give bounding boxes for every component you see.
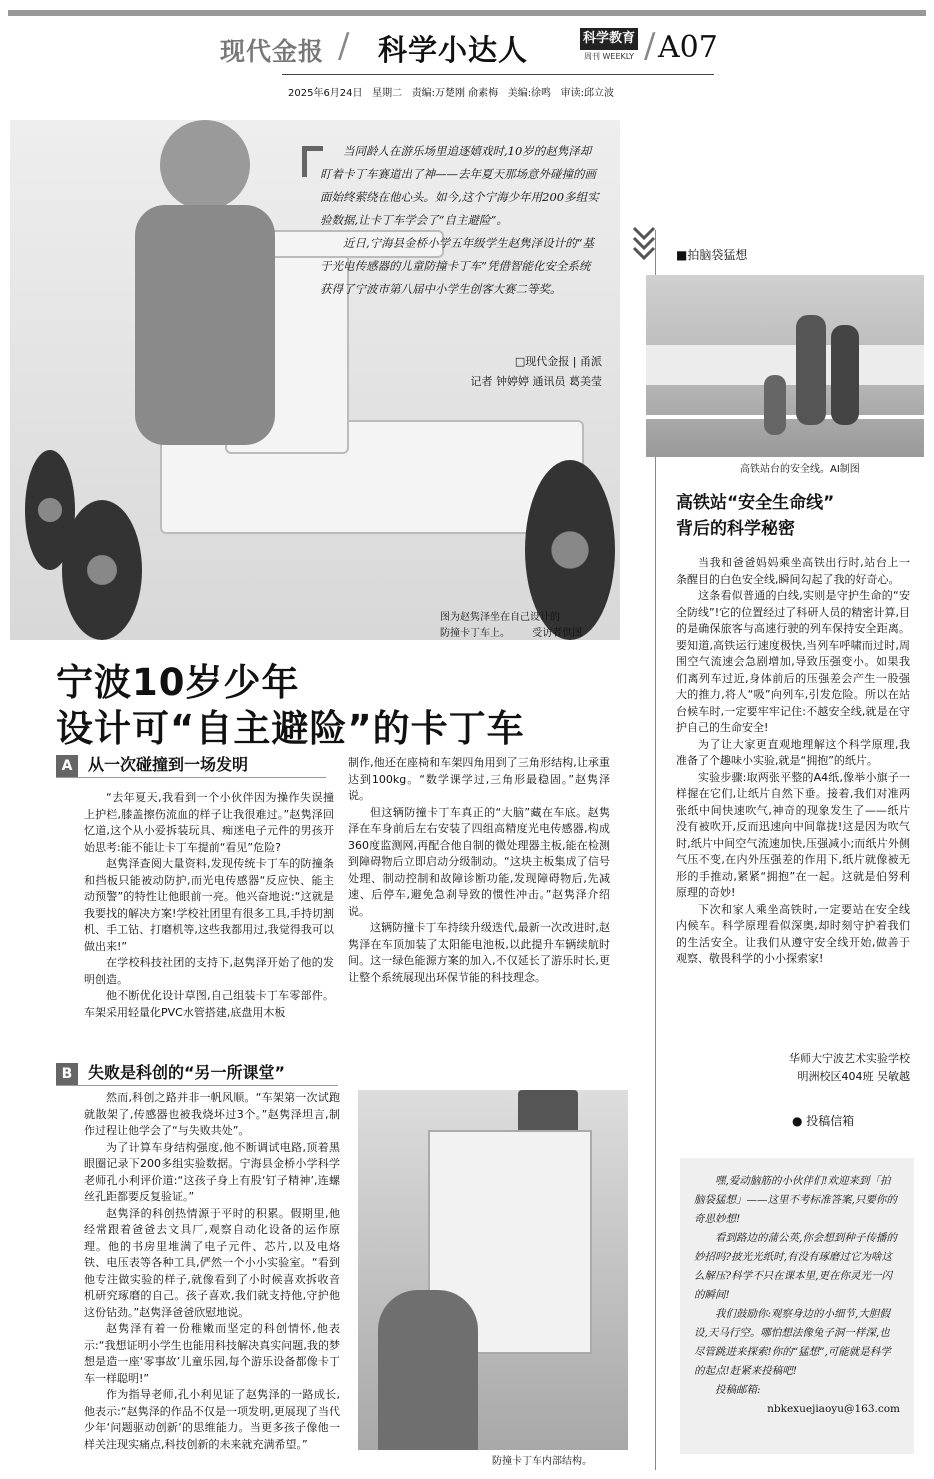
newspaper-name: 现代金报 bbox=[220, 37, 325, 66]
child-figure bbox=[764, 375, 786, 435]
boy-head bbox=[160, 120, 250, 210]
section-a-column-1: “去年夏天,我看到一个小伙伴因为操作失误撞上护栏,膝盖擦伤流血的样子让我很难过。”赵隽泽回忆道,这个从小爱拆装玩具、痴迷电子元件的男孩开始思考:能不能让卡丁车提前“看见”危险? 赵隽泽查阅大量资料,发现传统卡丁车的防撞条和挡板只能被动防护,而光电传感器“反应快、能主动预警”的特性让他眼前一亮。他兴奋地说:“这就是我要找的解决方案!学校社团里有很多工具,手持切割机、手工钻、打磨机等,这些我都用过,我觉得我可以做出来!” 在学校科技社团的支持下,赵隽泽开始了他的发明创造。 他不断优化设计草图,自己组装卡丁车零部件。车架采用轻量化PVC水管搭建,底盘用木板 bbox=[84, 791, 334, 1019]
mailbox-tag: ● 投稿信箱 bbox=[792, 1114, 855, 1128]
section-badge bbox=[580, 28, 638, 66]
kart-interior-photo bbox=[358, 1090, 628, 1450]
parent-figure bbox=[796, 315, 826, 425]
chevron-down-icon bbox=[632, 226, 656, 262]
main-headline: 宁波10岁少年 设计可“自主避险”的卡丁车 bbox=[56, 661, 525, 750]
section-b-heading bbox=[56, 1060, 285, 1085]
section-a-title: 从一次碰撞到一场发明 bbox=[88, 755, 249, 774]
sidebar-article: 当我和爸爸妈妈乘坐高铁出行时,站台上一条醒目的白色安全线,瞬间勾起了我的好奇心。 这条看似普通的白线,实则是守护生命的“安全防线”!它的位置经过了科研人员的精密计算,目的是确保旅客与高速行驶的列车保持安全距离。要知道,高铁运行速度极快,当列车呼啸而过时,周围空气流速会急剧增加,导致压强变小。如果我们离列车过近,身体前后的压强差会产生一股强大的推力,将人“吸”向列车,引发危险。所以在站台候车时,一定要牢牢记住:不越安全线,就是在守护自己的生命安全! 为了让大家更直观地理解这个科学原理,我准备了个趣味小实验,就是“拥抱”的纸片。 实验步骤:取两张平整的A4纸,像举小旗子一样握在它们,让纸片自然下垂。接着,我们对准两张纸中间快速吹气,神奇的现象发生了——纸片没有被吹开,反而迅速向中间靠拢!这是因为吹气时,纸片中间空气流速加快,压强减小;而纸片外侧气压不变,在内外压强差的作用下,纸片就像被无形的手推动,紧紧“拥抱”在一起。这就是伯努利原理的奇妙! 下次和家人乘坐高铁时,一定要站在安全线内候车。科学原理看似深奥,却时刻守护着我们的生活安全。让我们从遵守安全线开始,做善于观察、敬畏科学的小小探索家! bbox=[676, 556, 910, 965]
masthead-rule bbox=[282, 74, 714, 75]
top-rule bbox=[8, 10, 926, 16]
section-b-letter: B bbox=[56, 1063, 78, 1085]
page-number: A07 bbox=[658, 30, 718, 65]
sidebar-author: 华师大宁波艺术实验学校 明洲校区404班 吴敏越 bbox=[789, 1052, 910, 1083]
kart-interior-caption: 防撞卡丁车内部结构。 bbox=[492, 1456, 592, 1467]
train bbox=[646, 345, 924, 385]
mailbox-email-label: 投稿邮箱: bbox=[715, 1384, 761, 1396]
section-a-column-2: 制作,他还在座椅和车架四角用到了三角形结构,让承重达到100kg。“数学课学过,三角形最稳固。”赵隽泽说。 但这辆防撞卡丁车真正的“大脑”藏在车底。赵隽泽在车身前后左右安装了四组高精度光电传感器,构成360度监测网,再配合他自制的微处理器主板,能在检测到障碍物后立即启动分级制动。“这块主板集成了信号处理、制动控制和故障诊断功能,发现障碍物后,先减速、后停车,避免急刹导致的惯性冲击。”赵隽泽介绍说。 这辆防撞卡丁车持续升级迭代,最新一次改进时,赵隽泽在车顶加装了太阳能电池板,以此提升车辆续航时间。这一绿色能源方案的加入,不仅延长了游乐时长,更让整个系统展现出环保节能的科技理念。 bbox=[348, 756, 610, 984]
section-a-letter: A bbox=[56, 755, 78, 777]
intro-paragraph: 近日,宁海县金桥小学五年级学生赵隽泽设计的“基于光电传感器的儿童防撞卡丁车”凭借智能化安全系统获得了宁波市第八届中小学生创客大赛二等奖。 bbox=[320, 236, 595, 296]
section-a-rule bbox=[56, 777, 326, 778]
mailbox-text: 嘿,爱动脑筋的小伙伴们!欢迎来到「拍脑袋猛想」——这里不考标准答案,只要你的奇思妙想! 看到路边的蒲公英,你会想到种子传播的妙招吗?披光光纸时,有没有琢磨过它为啥这么解压?科学不只在课本里,更在你灵光一闪的瞬间! 我们鼓励你:观察身边的小细节,大胆假设,天马行空。哪怕想法像兔子洞一样深,也尽管跳进来探索!你的“猛想”,可能就是科学的起点!赶紧来投稿吧! 投稿邮箱: nbkexuejiaoyu@163.com bbox=[694, 1172, 900, 1419]
intro-text bbox=[320, 140, 600, 301]
sidebar-photo-caption: 高铁站台的安全线。AI制图 bbox=[740, 464, 860, 475]
masthead-slash-2: / bbox=[644, 26, 656, 66]
byline: □现代金报 | 甬派 记者 钟婷婷 通讯员 葛美莹 bbox=[470, 355, 602, 388]
sidebar-photo bbox=[646, 275, 924, 457]
section-b-column: 然而,科创之路并非一帆风顺。“车架第一次试跑就散架了,传感器也被我烧坏过3个。”赵隽泽坦言,制作过程让他学会了“与失败共处”。 为了计算车身结构强度,他不断调试电路,顶着黑眼圈记录下200多组实验数据。宁海县金桥小学科学老师孔小利评价道:“这孩子身上有股‘钉子精神’,连螺丝孔距都要反复验证。” 赵隽泽的科创热情源于平时的积累。假期里,他经常跟着爸爸去文具厂,观察自动化设备的运作原理。他的书房里堆满了电子元件、芯片,以及电烙铁、电压表等各种工具,俨然一个小小实验室。“看到他专注做实验的样子,就像看到了小时候喜欢拆收音机研究琢磨的自己。孩子喜欢,我们就支持他,守护他这份钻劲。”赵隽泽爸爸欣慰地说。 赵隽泽有着一份稚嫩而坚定的科创情怀,他表示:“我想证明小学生也能用科技解决真实问题,我的梦想是造一座‘零事故’儿童乐园,每个游乐设备都像卡丁车一样聪明!” 作为指导老师,孔小利见证了赵隽泽的一路成长,他表示:“赵隽泽的作品不仅是一项发明,更展现了当代少年‘问题驱动创新’的思维能力。当更多孩子像他一样关注现实痛点,科技创新的未来就充满希望。” bbox=[84, 1091, 340, 1451]
sidebar-headline: 高铁站“安全生命线” 背后的科学秘密 bbox=[676, 493, 835, 539]
dateline: 2025年6月24日 星期二 责编:万楚刚 俞素梅 美编:徐鸣 审读:邱立波 bbox=[288, 88, 614, 99]
mailbox-email[interactable]: nbkexuejiaoyu@163.com bbox=[767, 1403, 900, 1415]
section-a-heading bbox=[56, 752, 248, 777]
mailbox-box bbox=[680, 1158, 914, 1454]
section-b-title: 失败是科创的“另一所课堂” bbox=[88, 1063, 286, 1082]
boy-body bbox=[135, 205, 275, 445]
section-b-rule bbox=[56, 1085, 338, 1086]
wheel-front-left bbox=[62, 500, 142, 640]
masthead bbox=[220, 26, 718, 72]
intro-paragraph: 当同龄人在游乐场里追逐嬉戏时,10岁的赵隽泽却盯着卡丁车赛道出了神——去年夏天那场意外碰撞的画面始终萦绕在他心头。如今,这个宁海少年用200多组实验数据,让卡丁车学会了“自主避险”。 bbox=[320, 144, 599, 227]
sidebar-tag: ■拍脑袋猛想 bbox=[676, 248, 748, 262]
section-badge-sub: 周刊 WEEKLY bbox=[583, 52, 635, 61]
column-title: 科学小达人 bbox=[378, 33, 529, 67]
boy-figure bbox=[378, 1290, 478, 1450]
parent-figure bbox=[831, 325, 859, 425]
section-badge-title: 科学教育 bbox=[580, 28, 638, 50]
masthead-slash: / bbox=[338, 26, 350, 66]
lead-photo-caption: 图为赵隽泽坐在自己设计的 防撞卡丁车上。 受访者供图 bbox=[440, 612, 583, 639]
